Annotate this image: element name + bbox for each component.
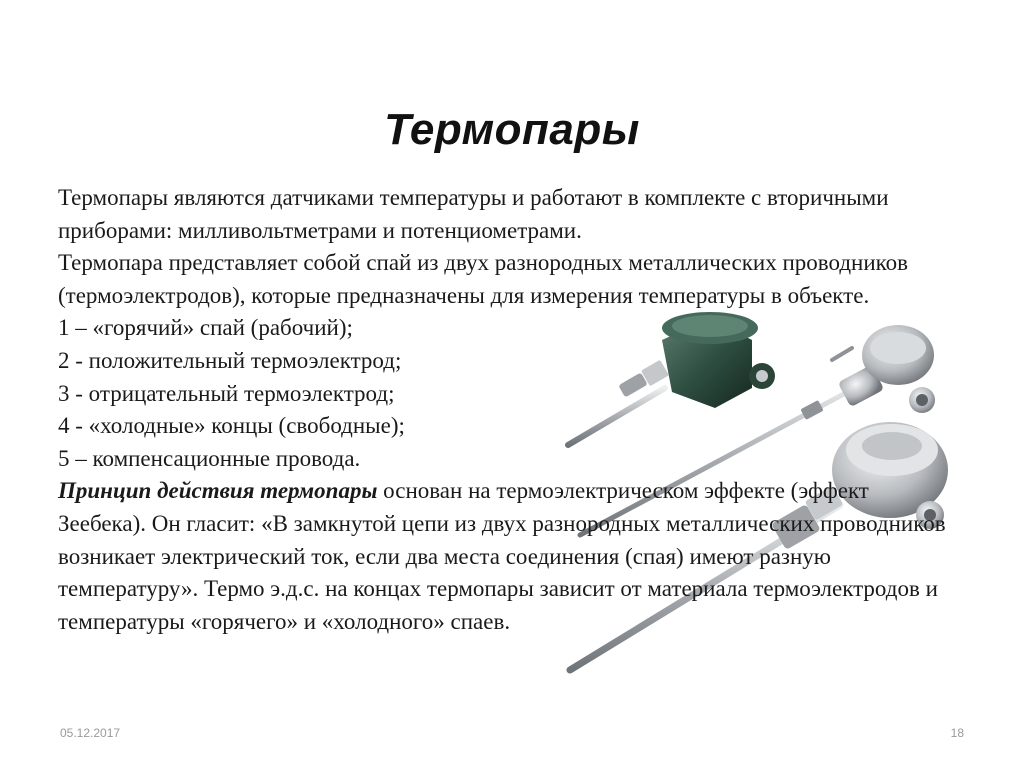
list-item: 1 – «горячий» спай (рабочий); — [58, 315, 353, 341]
paragraph-principle — [58, 475, 958, 638]
list-item: 2 - положительный термоэлектрод; — [58, 347, 402, 373]
footer-date: 05.12.2017 — [60, 726, 121, 740]
paragraph-definition: Термопара представляет собой спай из двух разнородных металлических проводников (термоэлектродов), которые предназначены для измерения температуры в объекте. — [58, 250, 909, 308]
list-item: 5 – компенсационные провода. — [58, 445, 361, 471]
list-item: 3 - отрицательный термоэлектрод; — [58, 380, 395, 406]
page-number: 18 — [950, 726, 964, 740]
paragraph-intro: Термопары являются датчиками температуры и работают в комплекте с вторичными приборами: милливольтметрами и потенциометрами. — [58, 185, 889, 243]
list-item: 4 - «холодные» концы (свободные); — [58, 413, 405, 439]
principle-text: основан на термоэлектрическом эффекте (эффект Зеебека). Он гласит: «В замкнутой цепи из двух разнородных металлических проводников возникает электрический ток, если два места соединения (спая) имеют разную температуру». Термо э.д.с. на концах термопары зависит от материала термоэлектродов и температуры «горячего» и «холодного» спаев. — [58, 478, 946, 634]
slide-title: Термопары — [384, 105, 640, 154]
slide-body — [58, 182, 958, 638]
principle-emphasis: Принцип действия термопары — [58, 478, 378, 504]
